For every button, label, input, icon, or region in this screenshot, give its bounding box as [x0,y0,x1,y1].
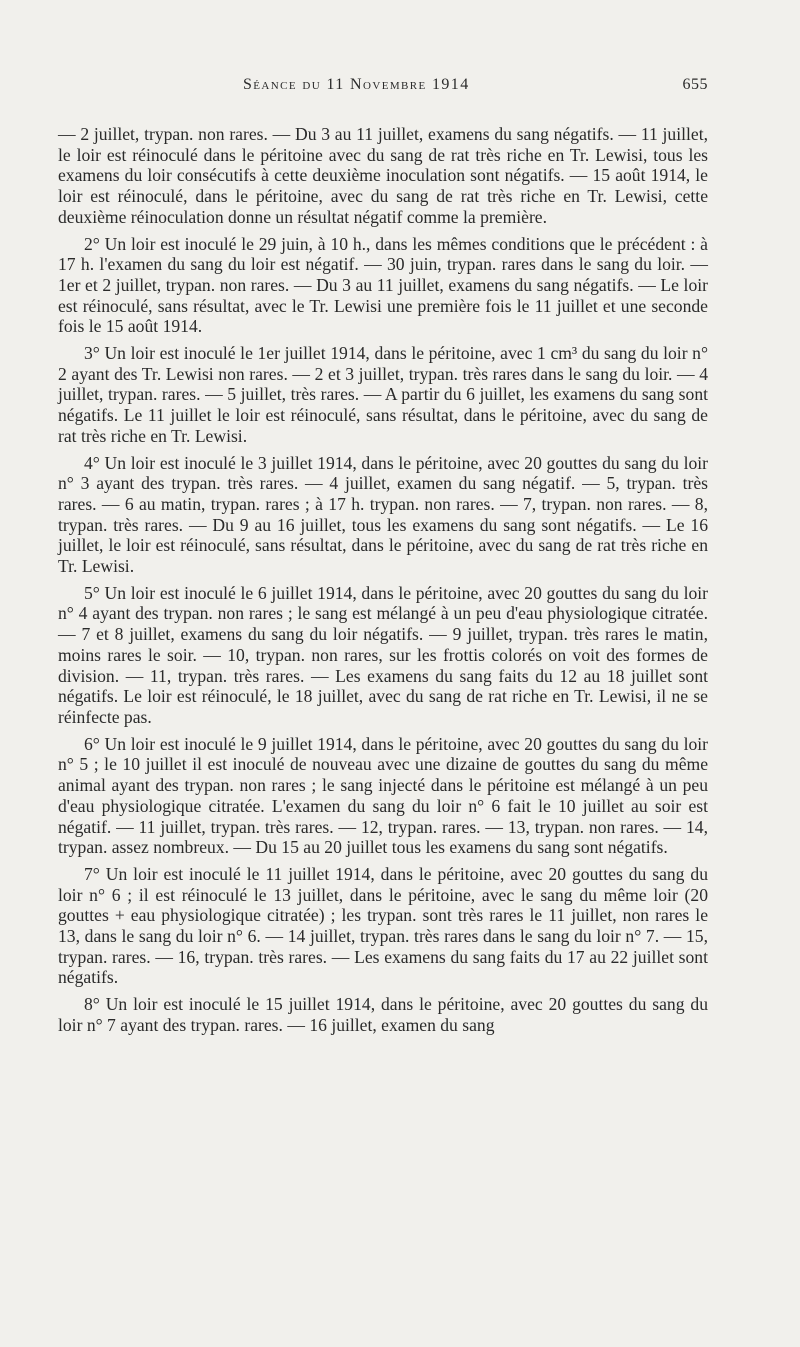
running-head: Séance du 11 Novembre 1914 [243,76,470,93]
page-number: 655 [682,76,708,93]
page-header [58,76,708,102]
paragraph-continuation: — 2 juillet, trypan. non rares. — Du 3 au 11 juillet, examens du sang négatifs. — 11 juillet, le loir est réinoculé dans le péritoine avec du sang de rat très riche en Tr. Lewisi, tous les examens du loir consécutifs à cette deuxième inoculation sont négatifs. — 15 août 1914, le loir est réinoculé, dans le péritoine, avec du sang de rat très riche en Tr. Lewisi, cette deuxième réinoculation donne un résultat négatif comme la première. [58,124,708,227]
paragraph-case-7: 7° Un loir est inoculé le 11 juillet 1914, dans le péritoine, avec 20 gouttes du sang du loir n° 6 ; il est réinoculé le 13 juillet, dans le péritoine, avec le sang du même loir (20 gouttes + eau physiologique citratée) ; les trypan. sont très rares le 11 juillet, non rares le 13, dans le sang du loir n° 6. — 14 juillet, trypan. très rares dans le sang du loir n° 7. — 15, trypan. rares. — 16, trypan. très rares. — Les examens du sang faits du 17 au 22 juillet sont négatifs. [58,863,708,988]
paragraph-case-6: 6° Un loir est inoculé le 9 juillet 1914, dans le péritoine, avec 20 gouttes du sang du loir n° 5 ; le 10 juillet il est inoculé de nouveau avec une dizaine de gouttes du sang du même animal ayant des trypan. non rares ; le sang injecté dans le péritoine est mélangé à un peu d'eau physiologique citratée. L'examen du sang du loir n° 6 fait le 10 juillet au soir est négatif. — 11 juillet, trypan. très rares. — 12, trypan. rares. — 13, trypan. non rares. — 14, trypan. assez nombreux. — Du 15 au 20 juillet tous les examens du sang sont négatifs. [58,733,708,858]
paragraph-case-8: 8° Un loir est inoculé le 15 juillet 1914, dans le péritoine, avec 20 gouttes du sang du loir n° 7 ayant des trypan. rares. — 16 juillet, examen du sang [58,994,708,1035]
page-body [58,124,708,1036]
paragraph-case-3: 3° Un loir est inoculé le 1er juillet 1914, dans le péritoine, avec 1 cm³ du sang du loir n° 2 ayant des Tr. Lewisi non rares. — 2 et 3 juillet, trypan. très rares dans le sang du loir. — 4 juillet, trypan. rares. — 5 juillet, très rares. — A partir du 6 juillet, les examens du sang sont négatifs. Le 11 juillet le loir est réinoculé, sans résultat, dans le péritoine, avec du sang de rat très riche en Tr. Lewisi. [58,343,708,446]
paragraph-case-5: 5° Un loir est inoculé le 6 juillet 1914, dans le péritoine, avec 20 gouttes du sang du loir n° 4 ayant des trypan. non rares ; le sang est mélangé à un peu d'eau physiologique citratée. — 7 et 8 juillet, examens du sang du loir négatifs. — 9 juillet, trypan. très rares le matin, moins rares le soir. — 10, trypan. non rares, sur les frottis colorés on voit des formes de division. — 11, trypan. très rares. — Les examens du sang faits du 12 au 18 juillet sont négatifs. Le loir est réinoculé, le 18 juillet, avec du sang de rat riche en Tr. Lewisi, il ne se réinfecte pas. [58,582,708,727]
paragraph-case-4: 4° Un loir est inoculé le 3 juillet 1914, dans le péritoine, avec 20 gouttes du sang du loir n° 3 ayant des trypan. très rares. — 4 juillet, examen du sang négatif. — 5, trypan. très rares. — 6 au matin, trypan. rares ; à 17 h. trypan. non rares. — 7, trypan. non rares. — 8, trypan. très rares. — Du 9 au 16 juillet, tous les examens du sang sont négatifs. — Le 16 juillet, le loir est réinoculé, sans résultat, dans le péritoine, avec du sang de rat très riche en Tr. Lewisi. [58,452,708,577]
paragraph-case-2: 2° Un loir est inoculé le 29 juin, à 10 h., dans les mêmes conditions que le précédent : à 17 h. l'examen du sang du loir est négatif. — 30 juin, trypan. rares dans le sang du loir. — 1er et 2 juillet, trypan. non rares. — Du 3 au 11 juillet, examens du sang négatifs. — Le loir est réinoculé, sans résultat, avec le Tr. Lewisi une première fois le 11 juillet et une seconde fois le 15 août 1914. [58,233,708,337]
